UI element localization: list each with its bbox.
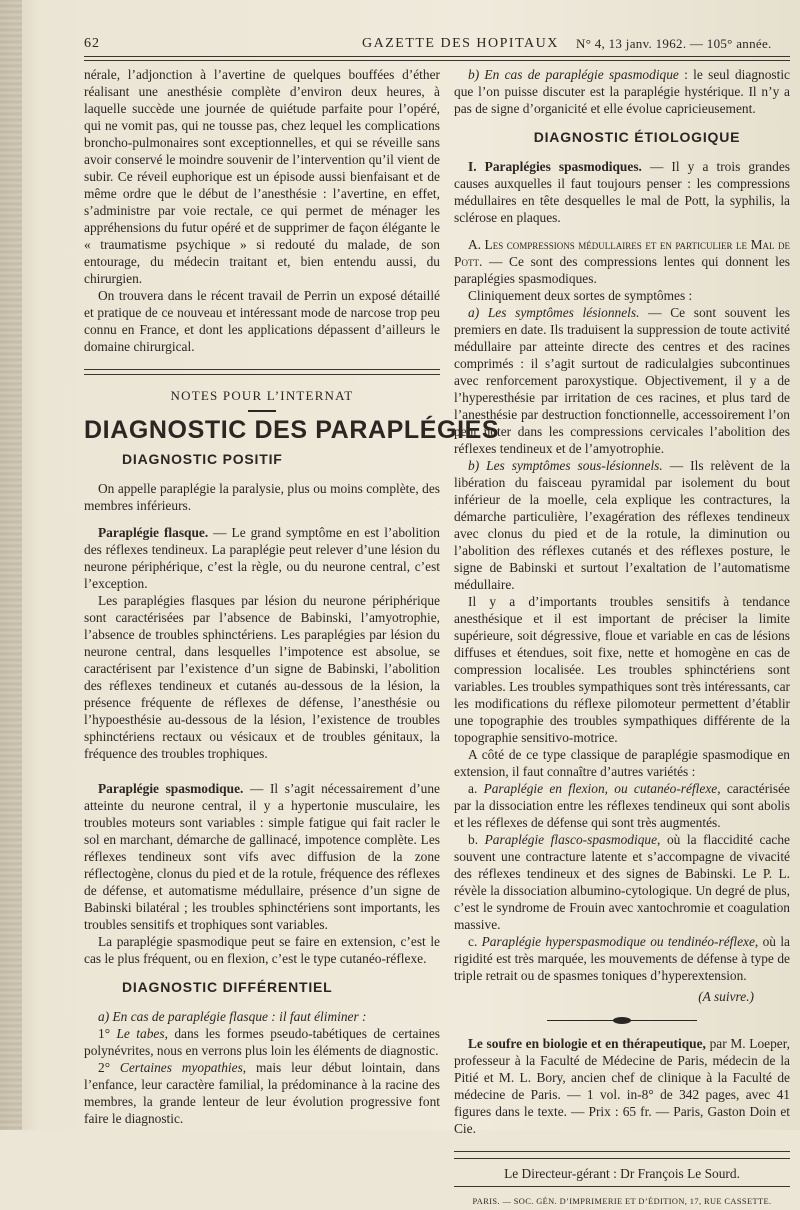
- paragraph-text: — Il y a trois grandes causes auxquelles il faut toujours penser : les compressions médullaires en tête desquelles le mal de Pott, la syphilis, la sclérose en plaques.: [454, 159, 790, 225]
- paragraph: [454, 304, 790, 457]
- run-in-heading: I. Paraplégies spasmodiques.: [468, 159, 642, 174]
- short-divider: [248, 410, 276, 412]
- book-details: par M. Loeper, professeur à la Faculté de Médecine de Paris, médecin de la Pitié et M. L. Bory, ancien chef de clinique à la Faculté de médecine de Paris. — 1 vol. in-8° de 342 pages, avec 41 figures dans le texte. — Prix : 65 fr. — Paris, Gaston Doin et Cie.: [454, 1036, 790, 1136]
- paragraph: [454, 158, 790, 226]
- italic-text: Le tabes: [116, 1026, 165, 1041]
- paragraph-text: — Ils relèvent de la libération du faisceau pyramidal par isolement du bout inférieur de la moelle, cela explique les contractures, la démarche particulière, l’exagération des réflexes tendineux avec clonus du pied et de la rotule, la diminution ou l’abolition des réflexes cutanés et des réflexes posture, le signe de Babinski et surtout l’exaltation de l’automatisme médullaire.: [454, 458, 790, 592]
- header-rule: [84, 56, 790, 57]
- ornamental-divider: [547, 1017, 697, 1025]
- paragraph-text: , où la rigidité est très marquée, les mouvements de défense à type de triple retrait ou de spasmes toniques d’hyperextension.: [454, 934, 790, 983]
- left-column: [84, 66, 500, 1127]
- paragraph: La paraplégie spasmodique peut se faire en extension, c’est le cas le plus fréquent, ou en flexion, c’est le type cutanéo-réflexe.: [84, 934, 440, 966]
- run-in-heading: A. Les compressions médullaires et en particulier le Mal de Pott.: [454, 237, 790, 269]
- paragraph: [454, 933, 790, 984]
- list-marker: c.: [468, 934, 482, 949]
- paragraph: [454, 831, 790, 933]
- paragraph-text: , caractérisée par la dissociation entre les réflexes tendineux qui sont abolis et les réflexes de défense qui sont très augmentés.: [454, 781, 791, 830]
- page-number: 62: [84, 36, 100, 51]
- paragraph: [84, 780, 440, 933]
- list-marker: 1°: [98, 1026, 117, 1041]
- italic-text: Paraplégie flasco-spasmodique: [484, 832, 658, 847]
- book-title: Le soufre en biologie et en thérapeutique,: [468, 1036, 706, 1051]
- paragraph-text: : le seul diagnostic que l’on puisse discuter est la paraplégie hystérique. Il n’y a pas de signe d’organicité et elle évolue capricieusement.: [454, 67, 790, 116]
- paragraph: Cliniquement deux sortes de symptômes :: [468, 288, 693, 303]
- list-marker: a.: [468, 781, 484, 796]
- paragraph-text: — Il s’agit nécessairement d’une atteinte du neurone central, il y a hypertonie musculaire, les troubles moteurs sont variables : simple fatigue qui fait racler le sol en marchant, démarche de gallinacé, impotence complète. Les réflexes tendineux sont vifs avec diffusion de la zone réflectogène, clonus du pied et de la rotule, fréquence des réflexes de défense, et automatisme médullaire, présence d’un signe de Babinski bilatéral ; les troubles sphinctériens sont importants, les troubles sensitifs et trophiques sont variables.: [84, 781, 440, 932]
- list-marker: 2°: [98, 1060, 120, 1075]
- italic-text: Certaines myopathies: [119, 1060, 243, 1075]
- issue-info: N° 4, 13 janv. 1962. — 105° année.: [576, 36, 772, 51]
- paragraph: A côté de ce type classique de paraplégie spasmodique en extension, il faut connaître d’autres variétés :: [454, 747, 790, 779]
- article-title: DIAGNOSTIC DES PARAPLÉGIES: [84, 416, 500, 444]
- list-marker: b.: [468, 832, 485, 847]
- subheading-diagnostic-differentiel: DIAGNOSTIC DIFFÉRENTIEL: [122, 979, 333, 995]
- footer-rule: [454, 1151, 790, 1152]
- paragraph: [84, 1008, 440, 1025]
- paragraph: On trouvera dans le récent travail de Perrin un exposé détaillé et pratique de ce nouveau et intéressant mode de narcose trop peu connu en France, et dont les applications dépassent d’ailleurs le domaine chirurgical.: [84, 288, 440, 354]
- paragraph: [454, 66, 790, 117]
- page-header: [78, 34, 790, 56]
- paragraph: [84, 1025, 440, 1059]
- italic-text: b) Les symptômes sous-lésionnels.: [468, 458, 663, 473]
- paragraph: nérale, l’adjonction à l’avertine de quelques bouffées d’éther réalisant une anesthésie complète d’environ deux heures, à laquelle succède une journée de quiétude parfaite pour l’opéré, qui ne vomit pas, qui ne tousse pas, chez lequel les complications broncho-pulmonaires sont exceptionnelles, et qui se réveille sans avoir conservé le moindre souvenir de l’intervention qu’il vient de subir. Ce réveil euphorique est un épisode aussi bienfaisant et de même ordre que le début de l’anesthésie : l’avertine, en effet, s’administre par voie rectale, ce qui permet de ménager les appréhensions du futur opéré et de supprimer de façon élégante le « traumatisme psychique » si redouté du malade, de son entourage, du médecin traitant et, bien entendu aussi, du chirurgien.: [84, 67, 440, 286]
- paragraph-text: , où la flaccidité cache souvent une contracture latente et s’accompagne de vivacité des réflexes tendineux et des signes de Babinski. Le P. L. révèle la dissociation albumino-cytologique. Un degré de plus, c’est le syndrome de Frouin avec xantochromie et coagulation massive.: [454, 832, 790, 932]
- to-be-continued: [454, 988, 790, 1005]
- paragraph-text: — Ce sont des compressions lentes qui donnent les paraplégies spasmodiques.: [454, 254, 790, 286]
- page-binding-edge: [0, 0, 22, 1130]
- paragraph-text: , mais leur début lointain, dans l’enfance, leur caractère familial, la prédominance à la racine des membres, la grande lenteur de leur évolution progressive font faire le diagnostic.: [84, 1060, 440, 1126]
- paragraph: [84, 524, 440, 592]
- italic-text: Paraplégie hyperspasmodique ou tendinéo-réflexe: [481, 934, 755, 949]
- paragraph: [454, 457, 790, 593]
- paragraph: [454, 236, 790, 287]
- paragraph: Il y a d’importants troubles sensitifs à tendance anesthésique et il est important de préciser la limite supérieure, soit dégressive, floue et variable en cas de lésions diffuses et étendues, soit fixe, nette et homogène en cas de compression localisée. Les troubles sphinctériens sont variables. Les troubles sympathiques sont très intéressants, car les modifications du réflexe pilomoteur permettent d’établir une topographie des troubles sympathiques différente de la topographie sensitivo-motrice.: [454, 594, 790, 745]
- journal-title: GAZETTE DES HOPITAUX: [362, 36, 559, 51]
- paragraph: On appelle paraplégie la paralysie, plus ou moins complète, des membres inférieurs.: [84, 481, 440, 513]
- paragraph-text: — Ce sont souvent les premiers en date. Ils traduisent la suppression de toute activité médullaire par atteinte directe des centres et des racines comprimés : il s’agit surtout de radiculalgies subcontinues avec renforcement paroxystique. Objectivement, il y a de l’hyperesthésie par irritation de ces racines, et plus tard de l’anesthésie par destruction fonctionnelle, accessoirement l’on peut noter dans les compressions cervicales l’abolition des réflexes tendineux et de l’amyotrophie.: [454, 305, 790, 456]
- subheading-diagnostic-positif: DIAGNOSTIC POSITIF: [122, 451, 283, 467]
- subheading-diagnostic-etiologique: DIAGNOSTIC ÉTIOLOGIQUE: [533, 129, 741, 145]
- header-rule-thin: [84, 60, 790, 61]
- paragraph: Les paraplégies flasques par lésion du neurone périphérique sont caractérisées par l’absence de Babinski, l’amyotrophie, l’absence de troubles sphinctériens. Les paraplégies par lésion du neurone central, dans lesquelles l’impotence est absolue, se caractérisent par l’existence d’un signe de Babinski, l’abolition des réflexes tendineux et cutanés au-dessous de la lésion, la présence fréquente de réflexes de défense, l’anesthésie ou l’hypoesthésie au-dessous de la lésion, l’existence de troubles sphinctériens rectaux ou vésicaux et de troubles génitaux, la fréquence des troubles trophiques.: [84, 593, 440, 761]
- italic-text: (A suivre.): [698, 989, 754, 1004]
- footer-rule-thin: [454, 1186, 790, 1187]
- italic-text: b) En cas de paraplégie spasmodique: [468, 67, 679, 82]
- book-notice: [454, 1035, 790, 1137]
- italic-text: a) Les symptômes lésionnels.: [468, 305, 640, 320]
- paragraph-text: , dans les formes pseudo-tabétiques de certaines polynévrites, nous en verrons plus loin les éléments de diagnostic.: [84, 1026, 440, 1058]
- publisher-line: Le Directeur-gérant : Dr François Le Sourd.: [504, 1166, 740, 1181]
- run-in-heading: Paraplégie flasque.: [98, 525, 209, 540]
- italic-text: Paraplégie en flexion, ou cutanéo-réflexe: [483, 781, 718, 796]
- right-column: [454, 66, 790, 1210]
- paragraph: [454, 780, 790, 831]
- printer-line: PARIS. — SOC. GÉN. D’IMPRIMERIE ET D’ÉDITION, 17, RUE CASSETTE.: [472, 1197, 772, 1206]
- footer-rule-thin: [454, 1158, 790, 1159]
- paragraph: [84, 1059, 440, 1127]
- paragraph-text: — Le grand symptôme en est l’abolition des réflexes tendineux. La paraplégie peut relever d’une lésion du neurone périphérique, c’est la règle, ou du neurone central, c’est l’exception.: [84, 525, 440, 591]
- section-divider: [84, 369, 440, 375]
- section-title-notes: NOTES POUR L’INTERNAT: [170, 388, 354, 403]
- run-in-heading: Paraplégie spasmodique.: [98, 781, 244, 796]
- italic-text: a) En cas de paraplégie flasque : il faut éliminer :: [98, 1009, 367, 1024]
